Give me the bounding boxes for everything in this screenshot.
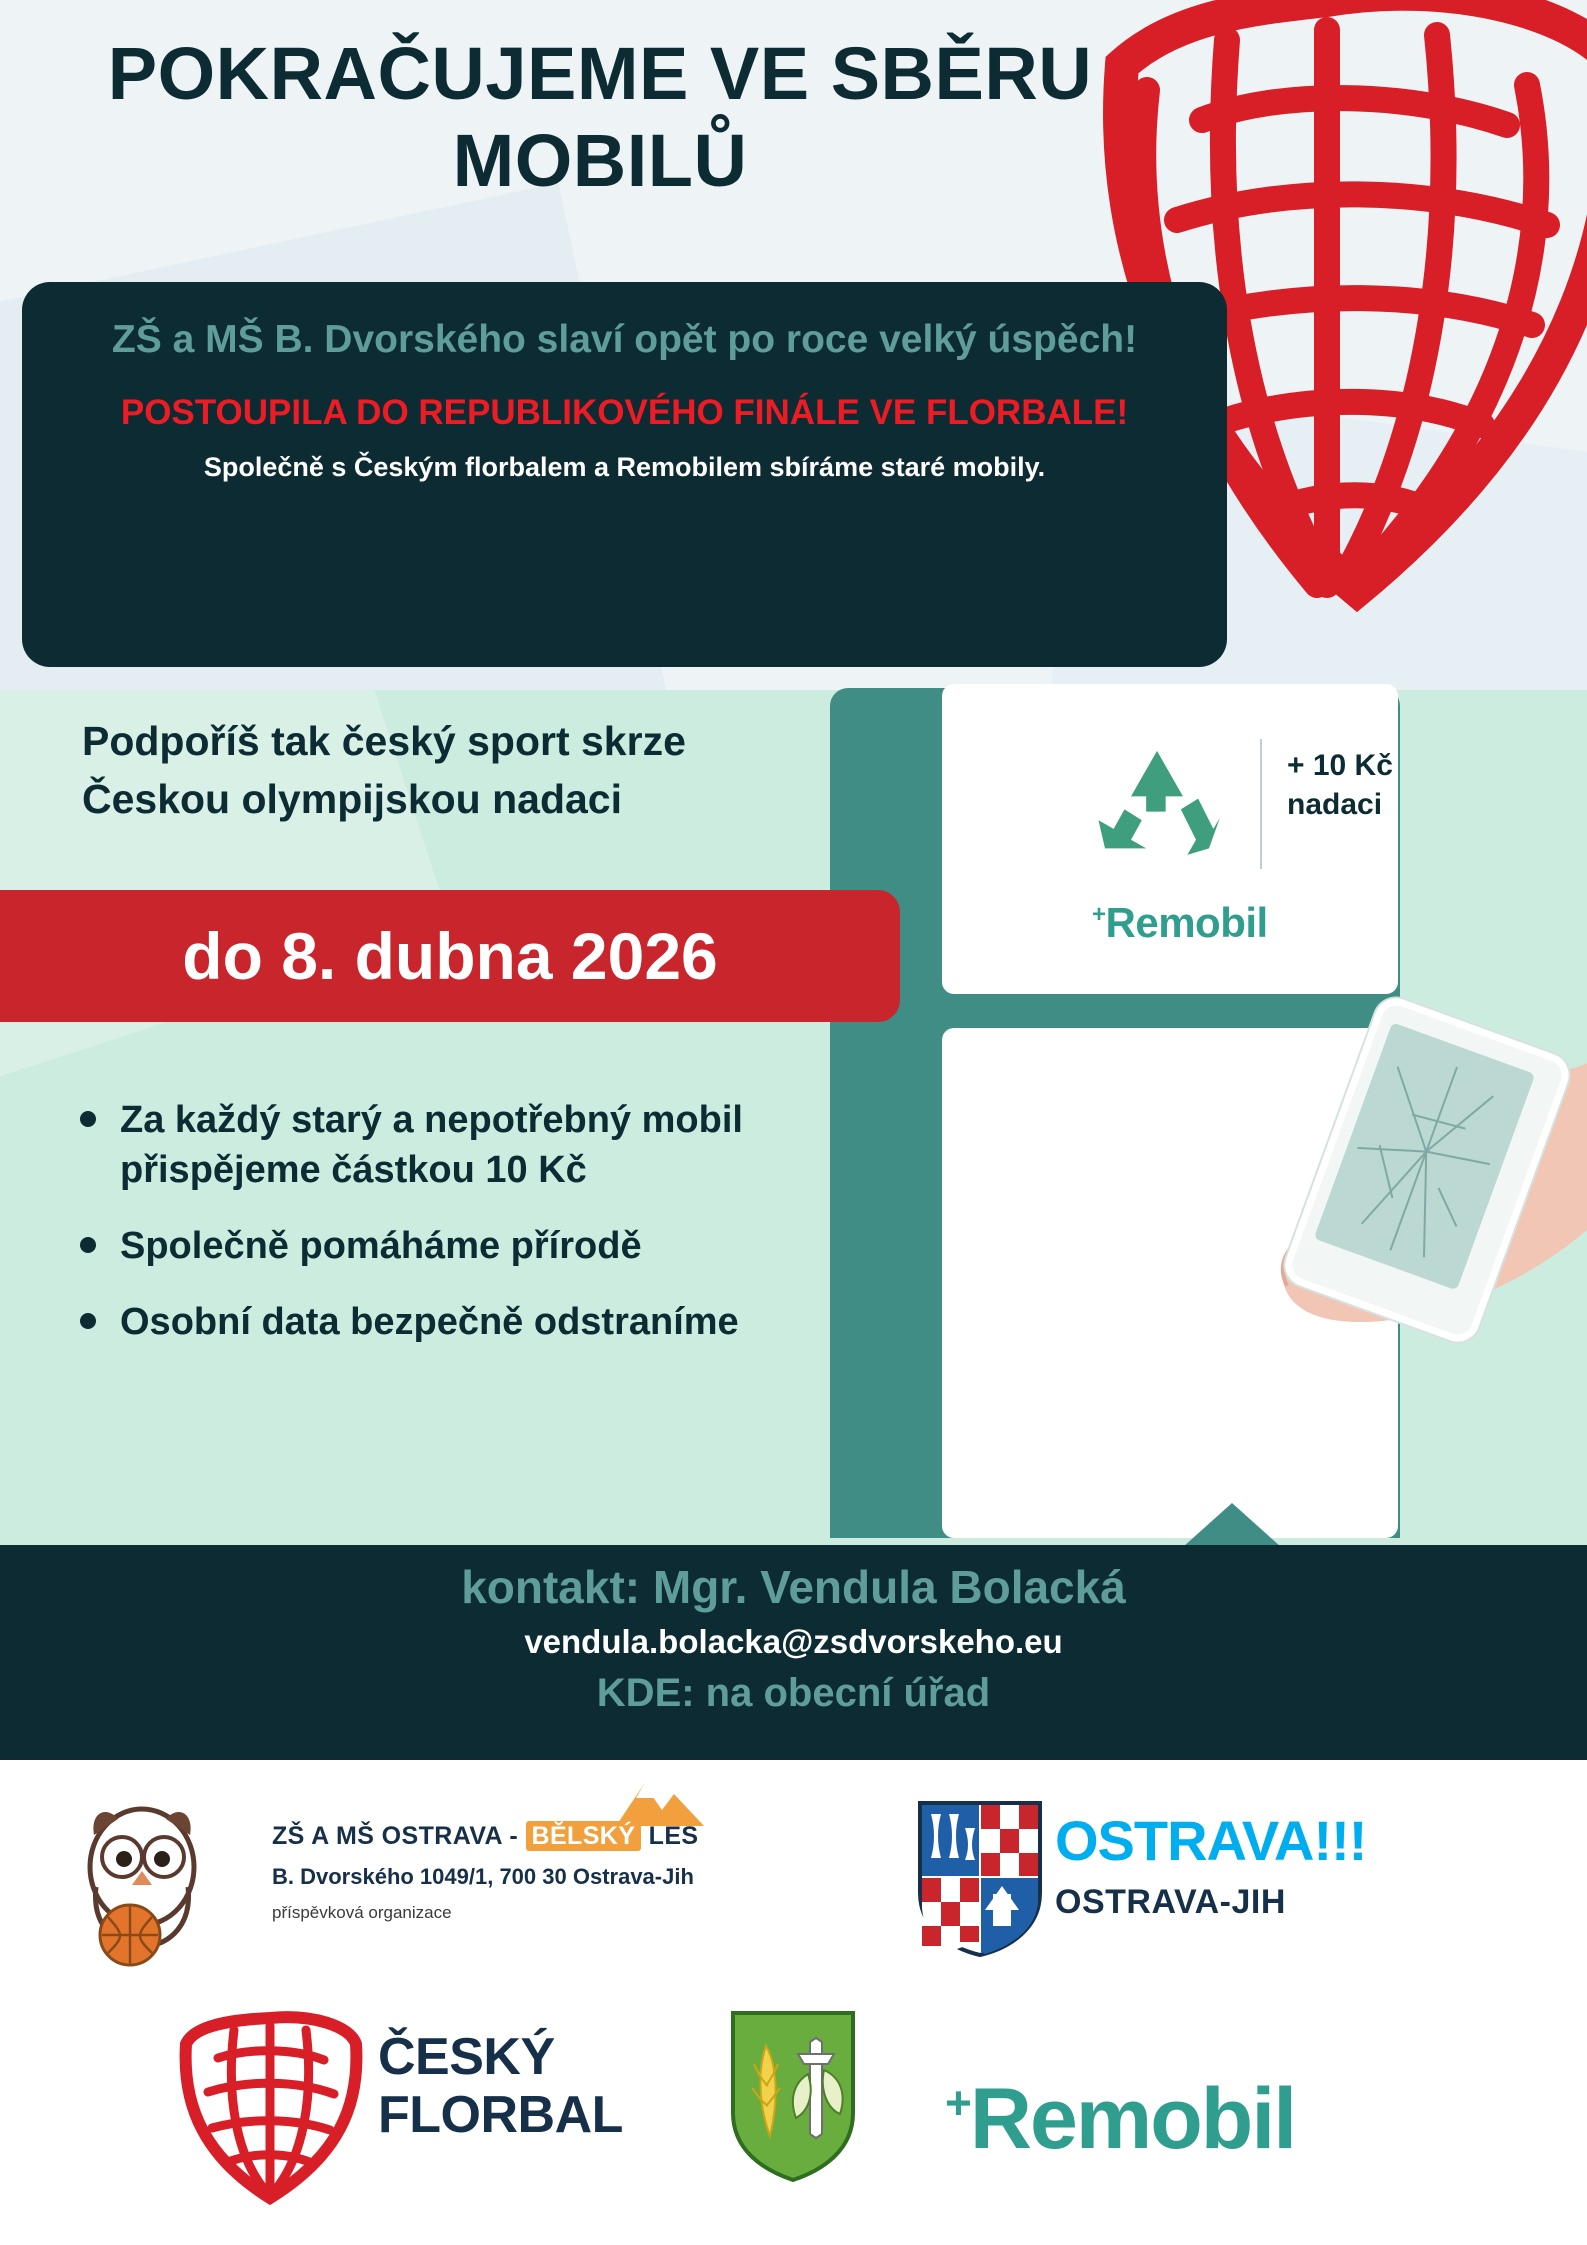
school-identity (272, 1822, 792, 1923)
bullet-dot-icon (80, 1237, 96, 1253)
reward-text (1287, 746, 1393, 824)
deadline-label: do 8. dubna 2026 (182, 919, 718, 993)
deadline-badge (0, 890, 900, 1022)
box-lid-panel (942, 684, 1398, 994)
reward-target: nadaci (1287, 788, 1383, 821)
contact-person: kontakt: Mgr. Vendula Bolacká (461, 1561, 1126, 1613)
recycle-icon (1092, 744, 1222, 864)
ostrava-exclamation: !!! (1313, 1809, 1367, 1872)
contact-email[interactable]: vendula.bolacka@zsdvorskeho.eu (524, 1622, 1063, 1660)
page-title: POKRAČUJEME VE SBĚRU MOBILŮ (107, 32, 1093, 203)
bullet-dot-icon (80, 1111, 96, 1127)
ostrava-main-label (1055, 1808, 1366, 1873)
czech-floorball-wordmark (378, 2028, 623, 2144)
czech-floorball-line2: FLORBAL (378, 2086, 623, 2145)
remobil-plus-icon: + (1092, 901, 1106, 928)
reward-amount: + 10 Kč (1287, 749, 1393, 782)
collection-box-illustration (830, 668, 1587, 1548)
list-item-label: Za každý starý a nepotřebný mobil přispějeme částkou 10 Kč (120, 1099, 743, 1192)
support-text: Podpoříš tak český sport skrze Českou olympijskou nadaci (82, 718, 686, 823)
school-address: B. Dvorského 1049/1, 700 30 Ostrava-Jih (272, 1864, 694, 1889)
list-item (68, 1297, 828, 1347)
hand-with-phone-illustration (1215, 998, 1587, 1328)
lid-divider (1260, 739, 1262, 869)
success-box (22, 282, 1227, 667)
school-legal-form: příspěvková organizace (272, 1903, 452, 1922)
remobil-footer-label: Remobil (969, 2071, 1296, 2167)
footer-logos (0, 1760, 1587, 2245)
ostrava-coat-of-arms-icon (915, 1798, 1045, 1958)
school-name-suffix: LES (641, 1822, 699, 1850)
ostrava-wordmark (1055, 1808, 1366, 1922)
list-item-label: Společně pomáháme přírodě (120, 1225, 642, 1268)
remobil-box-logo (1092, 899, 1268, 947)
remobil-footer-plus-icon: + (945, 2076, 970, 2129)
contact-band (0, 1545, 1587, 1760)
bullet-dot-icon (80, 1313, 96, 1329)
school-name (272, 1822, 792, 1851)
ostrava-city-name: OSTRAVA (1055, 1809, 1314, 1872)
ostrava-district-label: OSTRAVA-JIH (1055, 1883, 1286, 1921)
list-item (68, 1221, 828, 1271)
benefits-list (68, 1095, 828, 1374)
success-headline: ZŠ a MŠ B. Dvorského slaví opět po roce velký úspěch! (111, 318, 1138, 361)
contact-location: KDE: na obecní úřad (596, 1670, 991, 1715)
remobil-footer-logo (945, 2070, 1295, 2169)
success-note: Společně s Českým florbalem a Remobilem sbíráme staré mobily. (203, 451, 1046, 482)
success-subheadline: POSTOUPILA DO REPUBLIKOVÉHO FINÁLE VE FLORBALE! (120, 392, 1129, 432)
school-name-highlight: BĚLSKÝ (526, 1821, 642, 1851)
czech-floorball-line1: ČESKÝ (378, 2028, 555, 2086)
village-coat-of-arms-icon (728, 2008, 858, 2183)
owl-school-mascot-icon (72, 1795, 212, 1970)
remobil-box-label: Remobil (1105, 899, 1268, 946)
czech-floorball-footer-lion-icon (178, 2010, 363, 2205)
top-band (0, 0, 1587, 690)
mountain-icon (610, 1772, 710, 1828)
list-item (68, 1095, 828, 1195)
school-name-prefix: ZŠ A MŠ OSTRAVA - (272, 1822, 526, 1850)
list-item-label: Osobní data bezpečně odstraníme (120, 1301, 739, 1344)
